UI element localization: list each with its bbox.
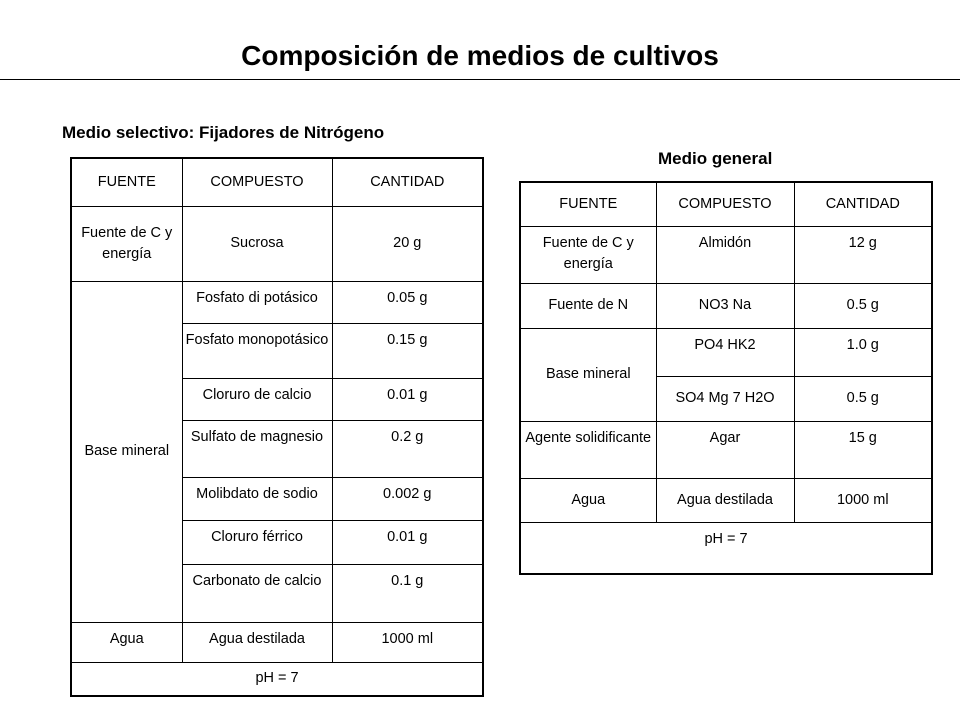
page-title: Composición de medios de cultivos	[241, 40, 719, 71]
amount-cell: 1.0 g	[794, 328, 932, 376]
title-divider	[0, 79, 960, 80]
header-cantidad: CANTIDAD	[332, 158, 483, 206]
compound-cell: Almidón	[656, 226, 794, 283]
amount-cell: 0.01 g	[332, 378, 483, 420]
header-fuente: FUENTE	[71, 158, 182, 206]
amount-cell: 0.15 g	[332, 323, 483, 378]
compound-cell: Agar	[656, 421, 794, 478]
compound-cell: Sulfato de magnesio	[182, 420, 332, 477]
source-cell: Agua	[71, 622, 182, 662]
header-compuesto: COMPUESTO	[656, 182, 794, 226]
compound-cell: Fosfato monopotásico	[182, 323, 332, 378]
header-cantidad: CANTIDAD	[794, 182, 932, 226]
selective-medium-table	[70, 157, 484, 697]
table-row	[520, 283, 932, 328]
compound-cell: Agua destilada	[182, 622, 332, 662]
amount-cell: 0.05 g	[332, 281, 483, 323]
amount-cell: 1000 ml	[794, 478, 932, 522]
source-cell: Base mineral	[71, 281, 182, 622]
compound-cell: Agua destilada	[656, 478, 794, 522]
table-footer-row	[71, 662, 483, 696]
table-row	[520, 421, 932, 478]
table-row	[520, 328, 932, 376]
table-row	[520, 226, 932, 283]
amount-cell: 12 g	[794, 226, 932, 283]
table-row	[520, 478, 932, 522]
source-cell: Fuente de N	[520, 283, 656, 328]
amount-cell: 20 g	[332, 206, 483, 281]
source-cell: Base mineral	[520, 328, 656, 421]
ph-note: pH = 7	[71, 662, 483, 696]
header-fuente: FUENTE	[520, 182, 656, 226]
compound-cell: PO4 HK2	[656, 328, 794, 376]
amount-cell: 0.1 g	[332, 564, 483, 622]
amount-cell: 0.002 g	[332, 477, 483, 520]
compound-cell: Carbonato de calcio	[182, 564, 332, 622]
source-cell: Fuente de C y energía	[71, 206, 182, 281]
general-medium-table	[519, 181, 933, 575]
amount-cell: 0.2 g	[332, 420, 483, 477]
amount-cell: 0.01 g	[332, 520, 483, 564]
table-row	[71, 281, 483, 323]
table-row	[71, 622, 483, 662]
compound-cell: SO4 Mg 7 H2O	[656, 376, 794, 421]
compound-cell: Cloruro férrico	[182, 520, 332, 564]
table-header-row	[71, 158, 483, 206]
source-cell: Fuente de C y energía	[520, 226, 656, 283]
amount-cell: 0.5 g	[794, 283, 932, 328]
compound-cell: NO3 Na	[656, 283, 794, 328]
ph-note: pH = 7	[520, 522, 932, 574]
compound-cell: Fosfato di potásico	[182, 281, 332, 323]
compound-cell: Molibdato de sodio	[182, 477, 332, 520]
source-cell: Agente solidificante	[520, 421, 656, 478]
table-footer-row	[520, 522, 932, 574]
header-compuesto: COMPUESTO	[182, 158, 332, 206]
amount-cell: 15 g	[794, 421, 932, 478]
amount-cell: 1000 ml	[332, 622, 483, 662]
left-table-heading: Medio selectivo: Fijadores de Nitrógeno	[62, 123, 385, 142]
table-header-row	[520, 182, 932, 226]
source-cell: Agua	[520, 478, 656, 522]
compound-cell: Sucrosa	[182, 206, 332, 281]
table-row	[71, 206, 483, 281]
right-table-heading: Medio general	[658, 149, 773, 168]
amount-cell: 0.5 g	[794, 376, 932, 421]
compound-cell: Cloruro de calcio	[182, 378, 332, 420]
